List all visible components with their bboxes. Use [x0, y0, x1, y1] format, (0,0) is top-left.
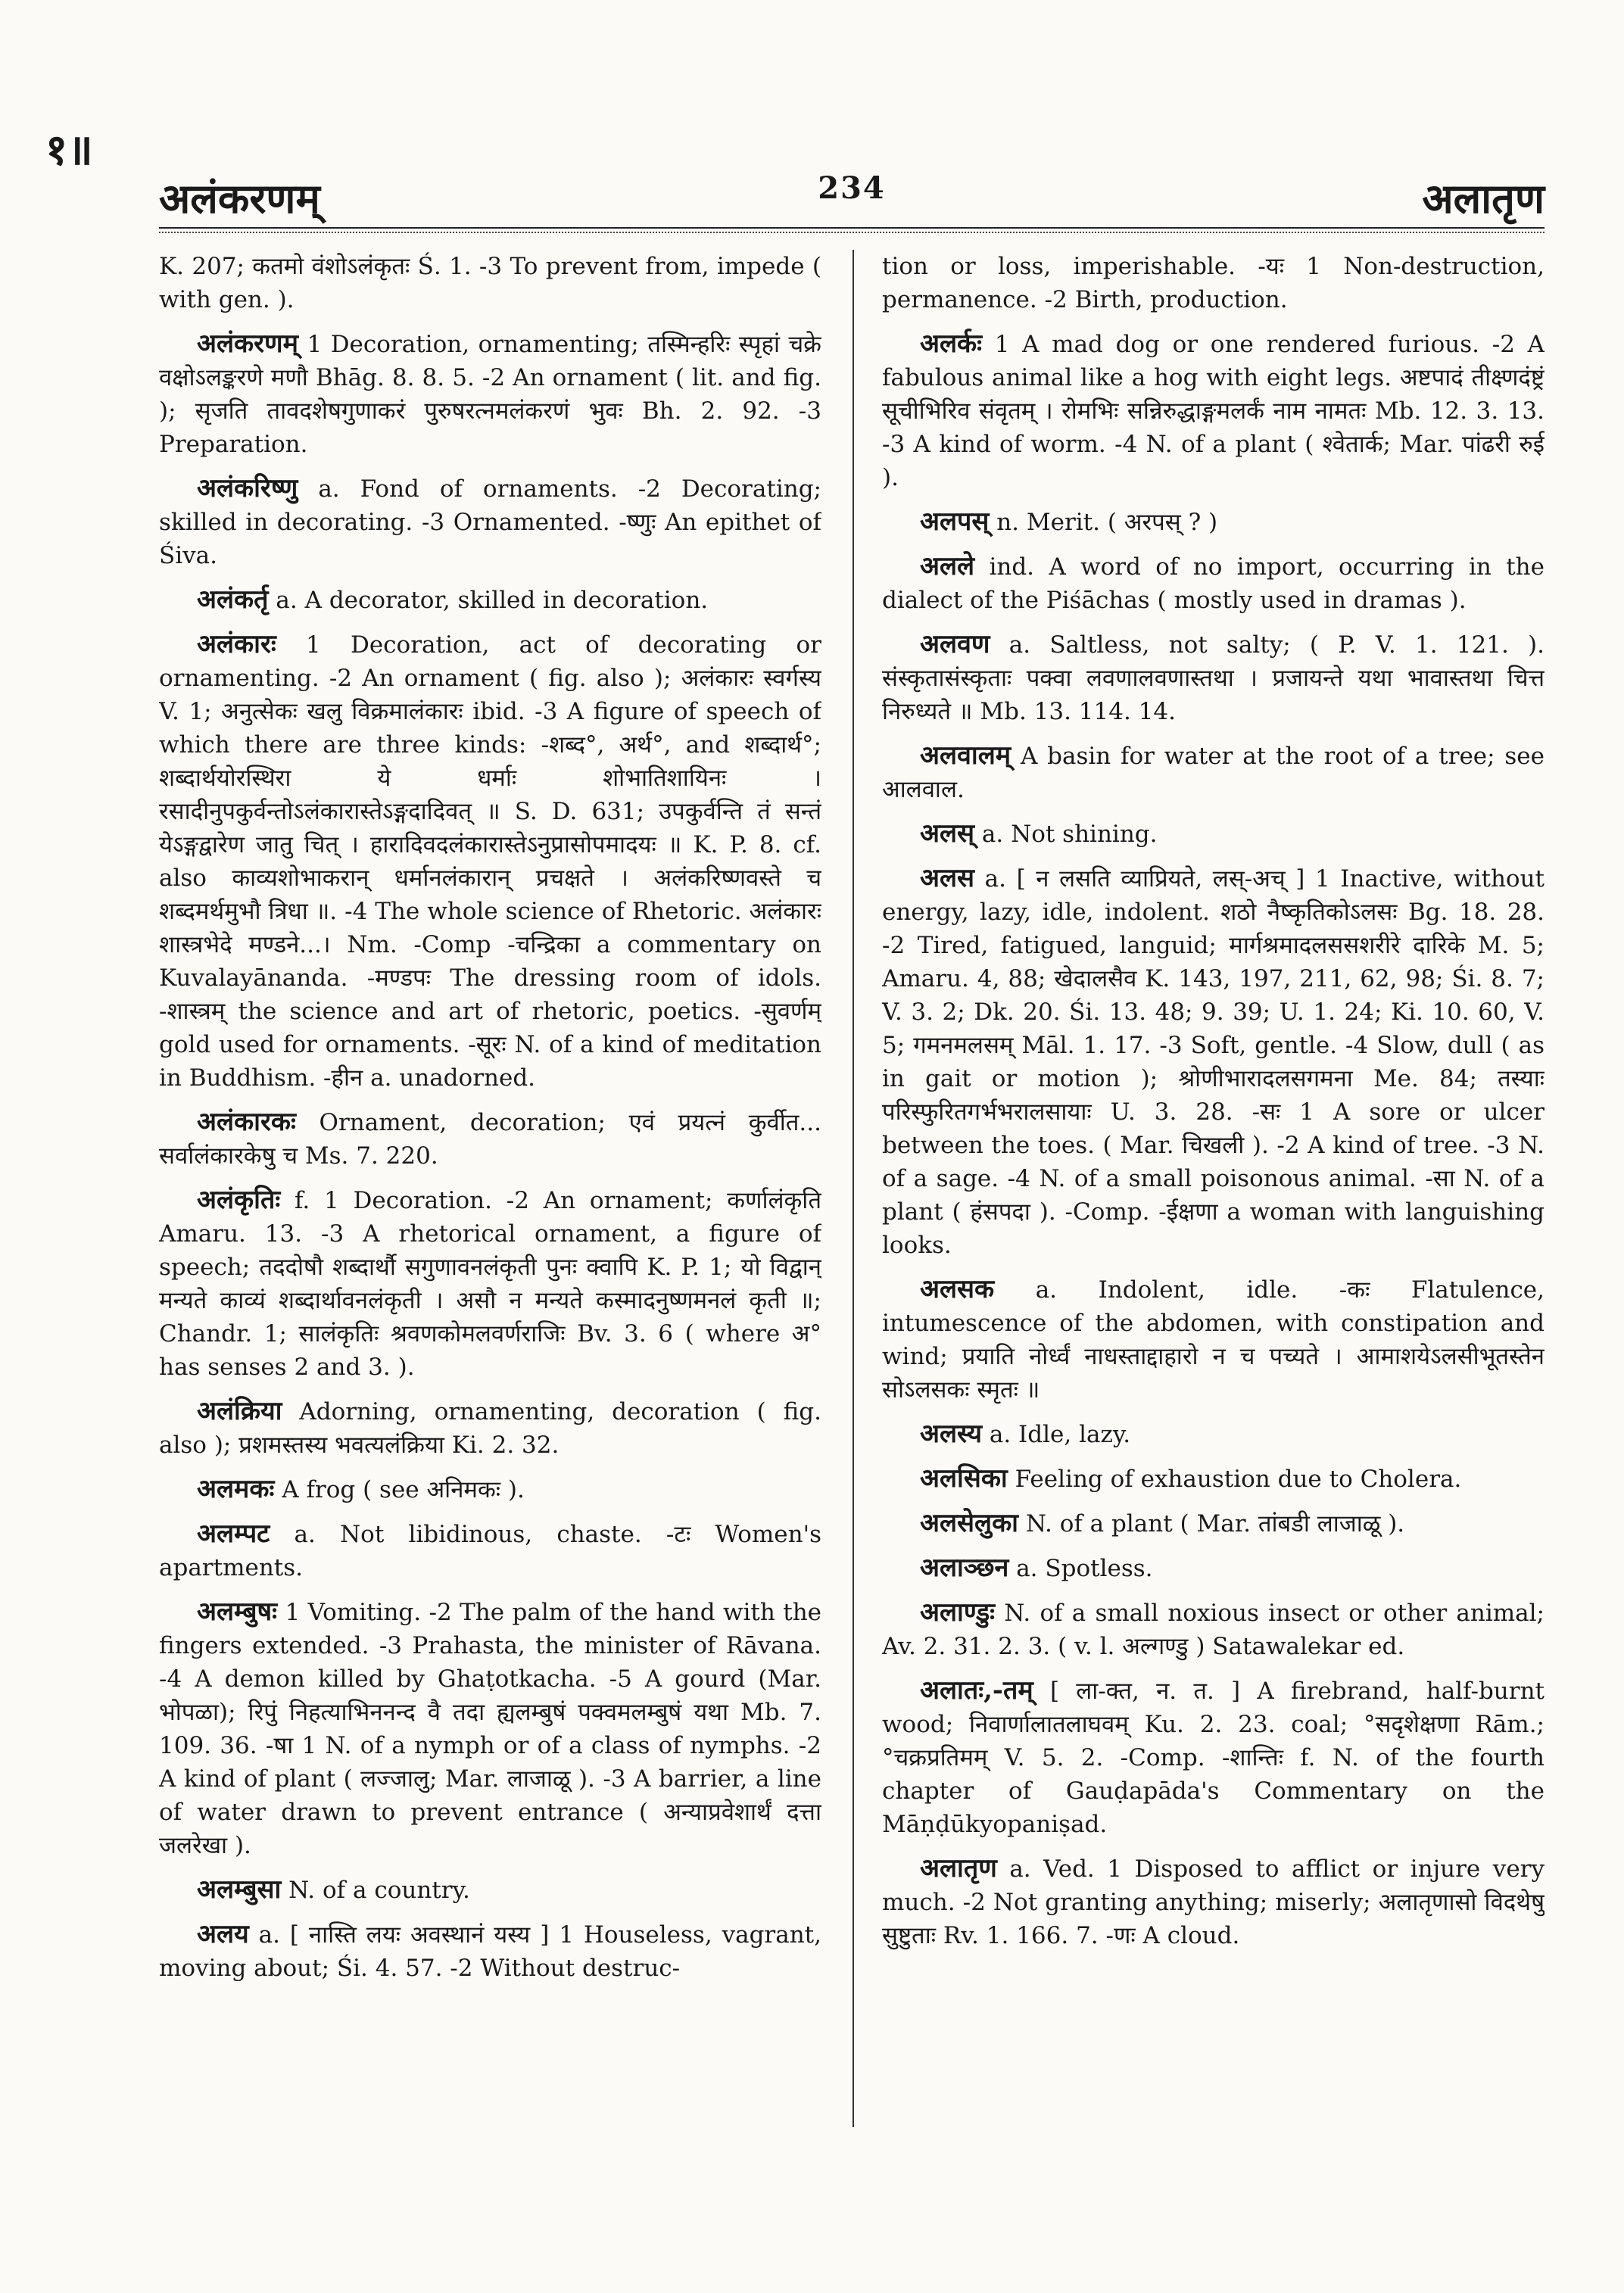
entry-headword: अलपस्: [920, 506, 990, 537]
entry-headword: अलम्बुषः: [197, 1597, 278, 1627]
entry-definition: ind. A word of no import, occurring in the dialect of the Piśāchas ( mostly used in dramas ).: [882, 553, 1545, 614]
dictionary-entry: [159, 1595, 821, 1862]
entry-headword: अलर्कः: [920, 329, 983, 359]
entry-definition: 1 Decoration, ornamenting; तस्मिन्हरिः स्पृहां चक्रे वक्षोऽलङ्करणे मणौ Bhāg. 8. 8. 5. -2 An ornament ( lit. and fig. ); सृजति तावदशेषगुणाकरं पुरुषरत्नमलंकरणं भुवः Bh. 2. 92. -3 Preparation.: [159, 331, 821, 458]
dictionary-entry: [882, 861, 1545, 1262]
margin-mark: १॥: [45, 125, 93, 175]
dictionary-entry: [882, 1417, 1545, 1451]
dictionary-entry: [159, 628, 821, 1095]
dictionary-entry: [882, 1462, 1545, 1496]
entry-definition: a. Spotless.: [1016, 1555, 1153, 1582]
entry-definition: a. Saltless, not salty; ( P. V. 1. 121. ). संस्कृतासंस्कृताः पक्वा लवणालवणास्तथा । प्रजायन्ते यथा भावास्तथा चित्त निरुध्यते ॥ Mb. 13. 114. 14.: [882, 631, 1545, 725]
entry-definition: Ornament, decoration; एवं प्रयत्नं कुर्वीत... सर्वालंकारकेषु च Ms. 7. 220.: [159, 1109, 821, 1170]
header-rule: [159, 227, 1545, 233]
entry-definition: [ ला-क्त, न. त. ] A firebrand, half-burnt wood; निवार्णालातलाघवम् Ku. 2. 23. coal; °सदृशेक्षणा Rām.; °चक्रप्रतिमम् V. 5. 2. -Comp. -शान्तिः f. N. of the fourth chapter of Gauḍapāda's Commentary on the Māṇḍūkyopaniṣad.: [882, 1678, 1545, 1838]
entry-headword: अलाञ्छन: [920, 1553, 1009, 1583]
page-number: 234: [818, 170, 886, 206]
entry-headword: अलसिका: [920, 1463, 1008, 1494]
entry-definition: a. [ नास्ति लयः अवस्थानं यस्य ] 1 Houseless, vagrant, moving about; Śi. 4. 57. -2 Without destruc-: [159, 1921, 821, 1982]
entry-definition: tion or loss, imperishable. -यः 1 Non-destruction, permanence. -2 Birth, production.: [882, 253, 1545, 313]
entry-definition: N. of a country.: [288, 1877, 470, 1904]
right-column: [882, 250, 1545, 2248]
entry-headword: अलवालम्: [920, 740, 1011, 771]
entry-headword: अलंकारकः: [197, 1107, 296, 1137]
entry-definition: a. Indolent, idle. -कः Flatulence, intumescence of the abdomen, with constipation and wind; प्रयाति नोर्ध्वं नाधस्ताद्दाहारो न च पच्यते । आमाशयेऽलसीभूतस्तेन सोऽलसकः स्मृतः ॥: [882, 1276, 1545, 1404]
left-column: [159, 250, 821, 2248]
page-header: [159, 163, 1545, 231]
dictionary-entry: [159, 1183, 821, 1384]
entry-definition: a. Not shining.: [981, 821, 1158, 848]
entry-definition: f. 1 Decoration. -2 An ornament; कर्णालंकृति Amaru. 13. -3 A rhetorical ornament, a figure of speech; तददोषौ शब्दार्थौ सगुणावनलंकृती पुनः क्वापि K. P. 1; यो विद्वान् मन्यते काव्यं शब्दार्थावनलंकृती । असौ न मन्यते कस्मादनुष्णमनलं कृती ॥; Chandr. 1; सालंकृतिः श्रवणकोमलवर्णराजिः Bv. 3. 6 ( where अ° has senses 2 and 3. ).: [159, 1187, 821, 1381]
entry-headword: अलाण्डुः: [920, 1597, 996, 1628]
entry-headword: अलंकरिष्णु: [197, 473, 298, 503]
dictionary-entry: [159, 472, 821, 572]
entry-definition: a. A decorator, skilled in decoration.: [276, 587, 709, 614]
dictionary-entry: [882, 1852, 1545, 1952]
entry-definition: 1 A mad dog or one rendered furious. -2 A fabulous animal like a hog with eight legs. अष्टपादं तीक्ष्णदंष्ट्रं सूचीभिरिव संवृतम् । रोमभिः सन्निरुद्धाङ्गमलर्कं नाम नामतः Mb. 12. 3. 13. -3 A kind of worm. -4 N. of a plant ( श्वेतार्क; Mar. पांढरी रुई ).: [882, 331, 1545, 491]
dictionary-entry: [882, 327, 1545, 494]
entry-definition: a. Not libidinous, chaste. -टः Women's apartments.: [159, 1521, 821, 1581]
dictionary-entry: [159, 1873, 821, 1907]
entry-headword: अलसेलुका: [920, 1508, 1018, 1538]
entry-headword: अलस: [920, 863, 975, 893]
dictionary-entry: [159, 327, 821, 461]
entry-headword: अलंकर्तृ: [197, 584, 269, 615]
dictionary-entry: [882, 1674, 1545, 1841]
entry-headword: अलंकृतिः: [197, 1185, 281, 1215]
entry-headword: अलम्बुसा: [197, 1874, 282, 1905]
entry-headword: अलंकारः: [197, 629, 276, 659]
entry-headword: अलय: [197, 1919, 249, 1949]
entry-headword: अलले: [920, 551, 975, 581]
dictionary-entry: [159, 1918, 821, 1985]
dictionary-entry: [882, 505, 1545, 539]
entry-definition: a. Ved. 1 Disposed to afflict or injure very much. -2 Not granting anything; miserly; अलातृणासो विदथेषु सुष्टुताः Rv. 1. 166. 7. -णः A cloud.: [882, 1855, 1545, 1949]
dictionary-entry: [159, 1472, 821, 1506]
dictionary-entry: [159, 1105, 821, 1173]
entry-definition: K. 207; कतमो वंशोऽलंकृतः Ś. 1. -3 To prevent from, impede ( with gen. ).: [159, 253, 821, 313]
dictionary-entry: [882, 550, 1545, 617]
dictionary-entry: [882, 1596, 1545, 1663]
dictionary-entry: [159, 1517, 821, 1584]
entry-headword: अलंक्रिया: [197, 1396, 282, 1426]
dictionary-entry: [882, 628, 1545, 728]
entry-definition: A frog ( see अनिमकः ).: [282, 1476, 525, 1503]
entry-definition: A basin for water at the root of a tree; see आलवाल.: [882, 743, 1545, 803]
dictionary-entry: [882, 817, 1545, 851]
dictionary-entry: [882, 739, 1545, 806]
entry-definition: 1 Decoration, act of decorating or ornamenting. -2 An ornament ( fig. also ); अलंकारः स्वर्गस्य V. 1; अनुत्सेकः खलु विक्रमालंकारः ibid. -3 A figure of speech of which there are three kinds: -शब्द°, अर्थ°, and शब्दार्थ°; शब्दार्थयोरस्थिरा ये धर्माः शोभातिशायिनः । रसादीनुपकुर्वन्तोऽलंकारास्तेऽङ्गदादिवत् ॥ S. D. 631; उपकुर्वन्ति तं सन्तं येऽङ्गद्वारेण जातु चित् । हारादिवदलंकारास्तेऽनुप्रासोपमादयः ॥ K. P. 8. cf. also काव्यशोभाकरान् धर्मानलंकारान् प्रचक्षते । अलंकरिष्णवस्ते च शब्दमर्थमुभौ त्रिधा ॥. -4 The whole science of Rhetoric. अलंकारः शास्त्रभेदे मण्डने...। Nm. -Comp -चन्द्रिका a commentary on Kuvalayānanda. -मण्डपः The dressing room of idols. -शास्त्रम् the science and art of rhetoric, poetics. -सुवर्णम् gold used for ornaments. -सूरः N. of a kind of meditation in Buddhism. -हीन a. unadorned.: [159, 631, 821, 1092]
dictionary-entry: [159, 583, 821, 617]
dictionary-entry: [882, 1551, 1545, 1585]
entry-definition: 1 Vomiting. -2 The palm of the hand with the fingers extended. -3 Prahasta, the minister of Rāvana. -4 A demon killed by Ghaṭotkacha. -5 A gourd (Mar. भोपळा); रिपुं निहत्याभिननन्द वै तदा ह्यलम्बुषं पक्वमलम्बुषं यथा Mb. 7. 109. 36. -षा 1 N. of a nymph or of a class of nymphs. -2 A kind of plant ( लज्जालु; Mar. लाजाळू ). -3 A barrier, a line of water drawn to prevent entrance ( अन्याप्रवेशार्थं दत्ता जलरेखा ).: [159, 1599, 821, 1859]
entry-definition: a. Idle, lazy.: [989, 1421, 1131, 1448]
dictionary-entry: [882, 250, 1545, 316]
guide-word-right: अलातृण: [1422, 174, 1545, 223]
entry-definition: N. of a plant ( Mar. तांबडी लाजाळू ).: [1025, 1510, 1405, 1537]
dictionary-columns: [159, 250, 1545, 2248]
entry-definition: n. Merit. ( अरपस् ? ): [996, 509, 1218, 536]
entry-definition: N. of a small noxious insect or other animal; Av. 2. 31. 2. 3. ( v. l. अल्गण्डु ) Satawalekar ed.: [882, 1600, 1545, 1660]
entry-definition: Adorning, ornamenting, decoration ( fig. also ); प्रशमस्तस्य भवत्यलंक्रिया Ki. 2. 32.: [159, 1398, 821, 1459]
entry-headword: अलातः,-तम्: [920, 1675, 1033, 1706]
dictionary-entry: [159, 250, 821, 316]
guide-word-left: अलंकरणम्: [159, 174, 320, 223]
entry-definition: Feeling of exhaustion due to Cholera.: [1015, 1466, 1462, 1493]
entry-definition: a. [ न लसति व्याप्रियते, लस्-अच् ] 1 Inactive, without energy, lazy, idle, indolent. शठो नैष्कृतिकोऽलसः Bg. 18. 28. -2 Tired, fatigued, languid; मार्गश्रमादलससशरीरे दारिके M. 5; Amaru. 4, 88; खेदालसैव K. 143, 197, 211, 62, 98; Śi. 8. 7; V. 3. 2; Dk. 20. Śi. 13. 48; 9. 39; U. 1. 24; Ki. 10. 60, V. 5; गमनमलसम् Māl. 1. 17. -3 Soft, gentle. -4 Slow, dull ( as in gait or motion ); श्रोणीभारादलसगमना Me. 84; तस्याः परिस्फुरितगर्भभरालसायाः U. 3. 28. -सः 1 A sore or ulcer between the toes. ( Mar. चिखली ). -2 A kind of tree. -3 N. of a sage. -4 N. of a small poisonous animal. -सा N. of a plant ( हंसपदा ). -Comp. -ईक्षणा a woman with languishing looks.: [882, 865, 1545, 1259]
dictionary-entry: [159, 1394, 821, 1462]
entry-headword: अलातृण: [920, 1853, 997, 1883]
entry-headword: अलसक: [920, 1274, 995, 1304]
entry-definition: a. Fond of ornaments. -2 Decorating; skilled in decorating. -3 Ornamented. -ष्णुः An epithet of Śiva.: [159, 475, 821, 569]
dictionary-entry: [882, 1273, 1545, 1407]
entry-headword: अलंकरणम्: [197, 329, 298, 359]
entry-headword: अलम्पट: [197, 1519, 270, 1549]
entry-headword: अलवण: [920, 629, 990, 659]
entry-headword: अलमकः: [197, 1474, 275, 1504]
entry-headword: अलस्: [920, 818, 975, 849]
column-divider: [853, 250, 854, 2127]
entry-headword: अलस्य: [920, 1419, 982, 1449]
dictionary-entry: [882, 1506, 1545, 1541]
